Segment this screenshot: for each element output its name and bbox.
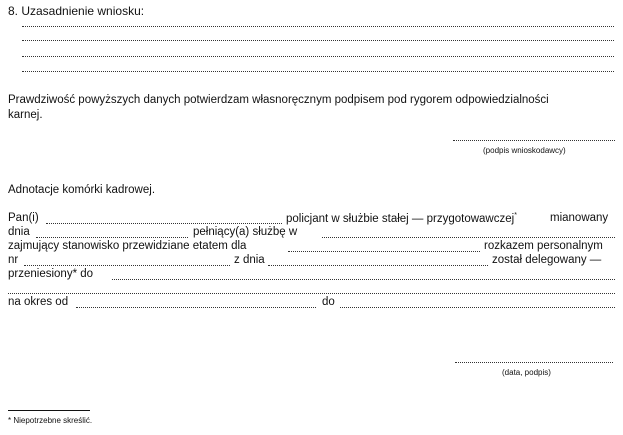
row1-label-appointed: mianowany xyxy=(550,212,609,224)
row4-date-field[interactable] xyxy=(268,265,488,266)
row7-label-to: do xyxy=(322,296,335,308)
row7-to-field[interactable] xyxy=(340,307,615,308)
row5-destination-field[interactable] xyxy=(112,279,615,280)
section-8-heading: 8. Uzasadnienie wniosku: xyxy=(8,4,145,18)
hr-annotation-heading: Adnotacje komórki kadrowej. xyxy=(8,184,156,196)
row4-label-delegated: został delegowany — xyxy=(492,254,602,266)
hr-signature-line[interactable] xyxy=(455,362,613,363)
row1-name-field[interactable] xyxy=(46,223,282,224)
row5-label-transferred: przeniesiony* do xyxy=(8,268,94,280)
row4-number-field[interactable] xyxy=(24,265,230,266)
justification-line-2[interactable] xyxy=(22,40,614,41)
hr-signature-caption: (data, podpis) xyxy=(502,368,551,377)
row4-label-number: nr xyxy=(8,254,19,266)
footnote-text: * Niepotrzebne skreślić. xyxy=(8,416,93,425)
declaration-line-1: Prawdziwość powyższych danych potwierdzam własnoręcznym podpisem pod rygorem odpowiedzialności xyxy=(8,94,549,106)
row4-label-from-date: z dnia xyxy=(234,254,265,266)
row2-unit-field[interactable] xyxy=(322,237,615,238)
footnote-rule xyxy=(8,410,90,411)
row2-date-field[interactable] xyxy=(36,237,188,238)
row7-label-period-from: na okres od xyxy=(8,296,69,308)
row6-continuation-field[interactable] xyxy=(8,293,615,294)
row2-label-date: dnia xyxy=(8,226,30,238)
declaration-line-2: karnej. xyxy=(8,109,43,121)
justification-line-1[interactable] xyxy=(22,26,614,27)
row1-label-service: policjant w służbie stałej — przygotowawczej* xyxy=(286,212,517,225)
row3-label-position: zajmujący stanowisko przewidziane etatem dla xyxy=(8,240,247,252)
row7-from-field[interactable] xyxy=(76,307,316,308)
justification-line-4[interactable] xyxy=(22,71,614,72)
row3-label-order: rozkazem personalnym xyxy=(484,240,603,252)
applicant-signature-caption: (podpis wnioskodawcy) xyxy=(483,146,566,155)
row1-label-pan: Pan(i) xyxy=(8,212,39,224)
row3-position-field[interactable] xyxy=(288,251,480,252)
row2-label-serving: pełniący(a) służbę w xyxy=(193,226,298,238)
applicant-signature-line[interactable] xyxy=(453,140,615,141)
justification-line-3[interactable] xyxy=(22,56,614,57)
